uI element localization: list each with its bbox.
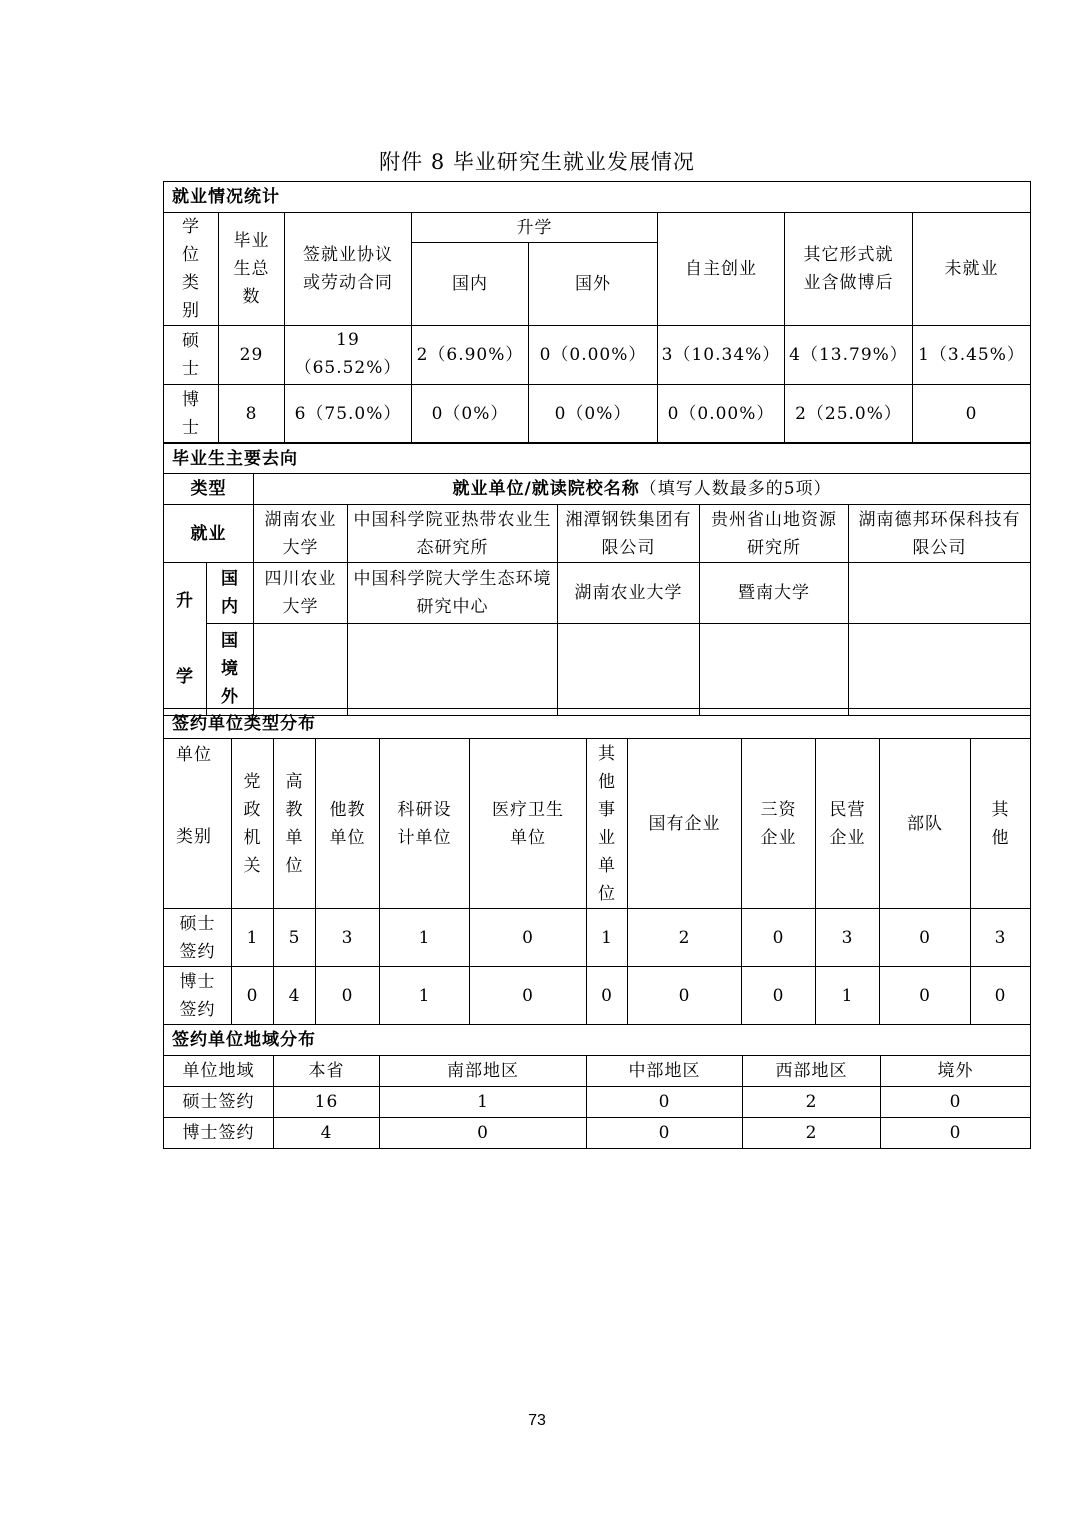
header-other-public: 其他事业单位 — [587, 739, 628, 909]
unemployed-cell: 0 — [913, 385, 1031, 443]
employment-unit-4: 贵州省山地资源研究所 — [700, 505, 849, 563]
abroad-cell: 0（0.00%） — [529, 326, 658, 385]
self-employed-cell: 0（0.00%） — [658, 385, 785, 443]
header-other-edu: 他教单位 — [316, 739, 380, 909]
header-other-forms: 其它形式就业含做博后 — [785, 213, 913, 326]
unit-name-label: 就业单位/就读院校名称 — [452, 479, 640, 499]
header-domestic: 国内 — [412, 243, 529, 326]
row-label: 硕士签约 — [164, 909, 232, 967]
value-cell: 0 — [232, 967, 274, 1025]
header-medical: 医疗卫生单位 — [470, 739, 587, 909]
value-cell: 4 — [274, 1118, 380, 1149]
header-overseas: 境外 — [881, 1056, 1031, 1087]
header-self-employed: 自主创业 — [658, 213, 785, 326]
value-cell: 3 — [816, 909, 880, 967]
abroad-cell: 0（0%） — [529, 385, 658, 443]
domestic-school-1: 四川农业大学 — [254, 563, 348, 624]
value-cell: 2 — [743, 1118, 881, 1149]
value-cell: 3 — [971, 909, 1031, 967]
header-unemployed: 未就业 — [913, 213, 1031, 326]
section-heading-unit-region: 签约单位地域分布 — [164, 1025, 1031, 1056]
value-cell: 1 — [232, 909, 274, 967]
unit-name-note: （填写人数最多的5项） — [639, 479, 832, 499]
header-private: 民营企业 — [816, 739, 880, 909]
total-cell: 8 — [219, 385, 285, 443]
total-cell: 29 — [219, 326, 285, 385]
domestic-label: 国内 — [207, 563, 254, 624]
employment-label: 就业 — [164, 505, 254, 563]
header-south: 南部地区 — [380, 1056, 587, 1087]
header-state-owned: 国有企业 — [628, 739, 742, 909]
value-cell: 0 — [742, 967, 816, 1025]
unit-region-table — [163, 1024, 1031, 1149]
header-total: 毕业生总数 — [219, 213, 285, 326]
table-row — [164, 505, 1031, 563]
value-cell: 0 — [742, 909, 816, 967]
value-cell: 0 — [380, 1118, 587, 1149]
domestic-school-2: 中国科学院大学生态环境研究中心 — [348, 563, 558, 624]
other-forms-cell: 4（13.79%） — [785, 326, 913, 385]
abroad-label: 国境外 — [207, 623, 254, 715]
value-cell: 0 — [470, 967, 587, 1025]
value-cell: 0 — [881, 1087, 1031, 1118]
unit-type-table — [163, 708, 1031, 1025]
corner-bottom: 类别 — [176, 827, 212, 847]
value-cell: 0 — [971, 967, 1031, 1025]
header-degree-type: 学位类别 — [164, 213, 219, 326]
abroad-school-3 — [558, 623, 700, 715]
table-row — [164, 326, 1031, 385]
value-cell: 0 — [881, 1118, 1031, 1149]
header-west: 西部地区 — [743, 1056, 881, 1087]
table-row — [164, 1087, 1031, 1118]
domestic-cell: 2（6.90%） — [412, 326, 529, 385]
value-cell: 3 — [316, 909, 380, 967]
value-cell: 0 — [316, 967, 380, 1025]
degree-cell: 博士 — [164, 385, 219, 443]
abroad-school-4 — [700, 623, 849, 715]
domestic-school-3: 湖南农业大学 — [558, 563, 700, 624]
value-cell: 4 — [274, 967, 316, 1025]
header-research: 科研设计单位 — [380, 739, 470, 909]
row-label: 博士签约 — [164, 1118, 274, 1149]
employment-stats-table — [163, 181, 1031, 443]
study-label: 升学 — [164, 563, 207, 716]
table-header-row — [164, 1056, 1031, 1087]
value-cell: 1 — [380, 1087, 587, 1118]
header-military: 部队 — [880, 739, 971, 909]
page-number: 73 — [528, 1412, 546, 1429]
value-cell: 16 — [274, 1087, 380, 1118]
value-cell: 2 — [743, 1087, 881, 1118]
self-employed-cell: 3（10.34%） — [658, 326, 785, 385]
header-abroad: 国外 — [529, 243, 658, 326]
value-cell: 0 — [587, 967, 628, 1025]
table-row — [164, 1118, 1031, 1149]
page-title: 附件 8 毕业研究生就业发展情况 — [379, 150, 695, 174]
domestic-school-4: 暨南大学 — [700, 563, 849, 624]
value-cell: 0 — [880, 967, 971, 1025]
value-cell: 0 — [470, 909, 587, 967]
destinations-table — [163, 443, 1031, 716]
header-party-gov: 党政机关 — [232, 739, 274, 909]
value-cell: 2 — [628, 909, 742, 967]
table-row — [164, 967, 1031, 1025]
value-cell: 1 — [587, 909, 628, 967]
header-home-province: 本省 — [274, 1056, 380, 1087]
row-label: 博士签约 — [164, 967, 232, 1025]
corner-top: 单位 — [176, 745, 212, 765]
table-row — [164, 909, 1031, 967]
abroad-school-5 — [849, 623, 1031, 715]
value-cell: 1 — [816, 967, 880, 1025]
value-cell: 1 — [380, 967, 470, 1025]
employment-unit-5: 湖南德邦环保科技有限公司 — [849, 505, 1031, 563]
table-row — [164, 563, 1031, 624]
employment-unit-2: 中国科学院亚热带农业生态研究所 — [348, 505, 558, 563]
value-cell: 0 — [587, 1087, 743, 1118]
section-heading-destinations: 毕业生主要去向 — [164, 444, 1031, 474]
abroad-school-2 — [348, 623, 558, 715]
value-cell: 0 — [880, 909, 971, 967]
section-heading-employment-stats: 就业情况统计 — [164, 182, 1031, 213]
header-unit-name — [254, 474, 1031, 505]
domestic-school-5 — [849, 563, 1031, 624]
section-heading-unit-type: 签约单位类型分布 — [164, 709, 1031, 739]
abroad-school-1 — [254, 623, 348, 715]
header-type: 类型 — [164, 474, 254, 505]
degree-cell: 硕士 — [164, 326, 219, 385]
value-cell: 5 — [274, 909, 316, 967]
header-further-study: 升学 — [412, 213, 658, 243]
table-row — [164, 623, 1031, 715]
header-foreign: 三资企业 — [742, 739, 816, 909]
signed-cell: 6（75.0%） — [285, 385, 412, 443]
value-cell: 1 — [380, 909, 470, 967]
row-label: 硕士签约 — [164, 1087, 274, 1118]
corner-header — [164, 739, 232, 909]
header-central: 中部地区 — [587, 1056, 743, 1087]
unemployed-cell: 1（3.45%） — [913, 326, 1031, 385]
value-cell: 0 — [628, 967, 742, 1025]
header-higher-edu: 高教单位 — [274, 739, 316, 909]
value-cell: 0 — [587, 1118, 743, 1149]
header-signed: 签就业协议或劳动合同 — [285, 213, 412, 326]
header-region: 单位地域 — [164, 1056, 274, 1087]
other-forms-cell: 2（25.0%） — [785, 385, 913, 443]
employment-unit-3: 湘潭钢铁集团有限公司 — [558, 505, 700, 563]
employment-unit-1: 湖南农业大学 — [254, 505, 348, 563]
domestic-cell: 0（0%） — [412, 385, 529, 443]
signed-cell: 19（65.52%） — [285, 326, 412, 385]
header-other: 其他 — [971, 739, 1031, 909]
table-row — [164, 385, 1031, 443]
